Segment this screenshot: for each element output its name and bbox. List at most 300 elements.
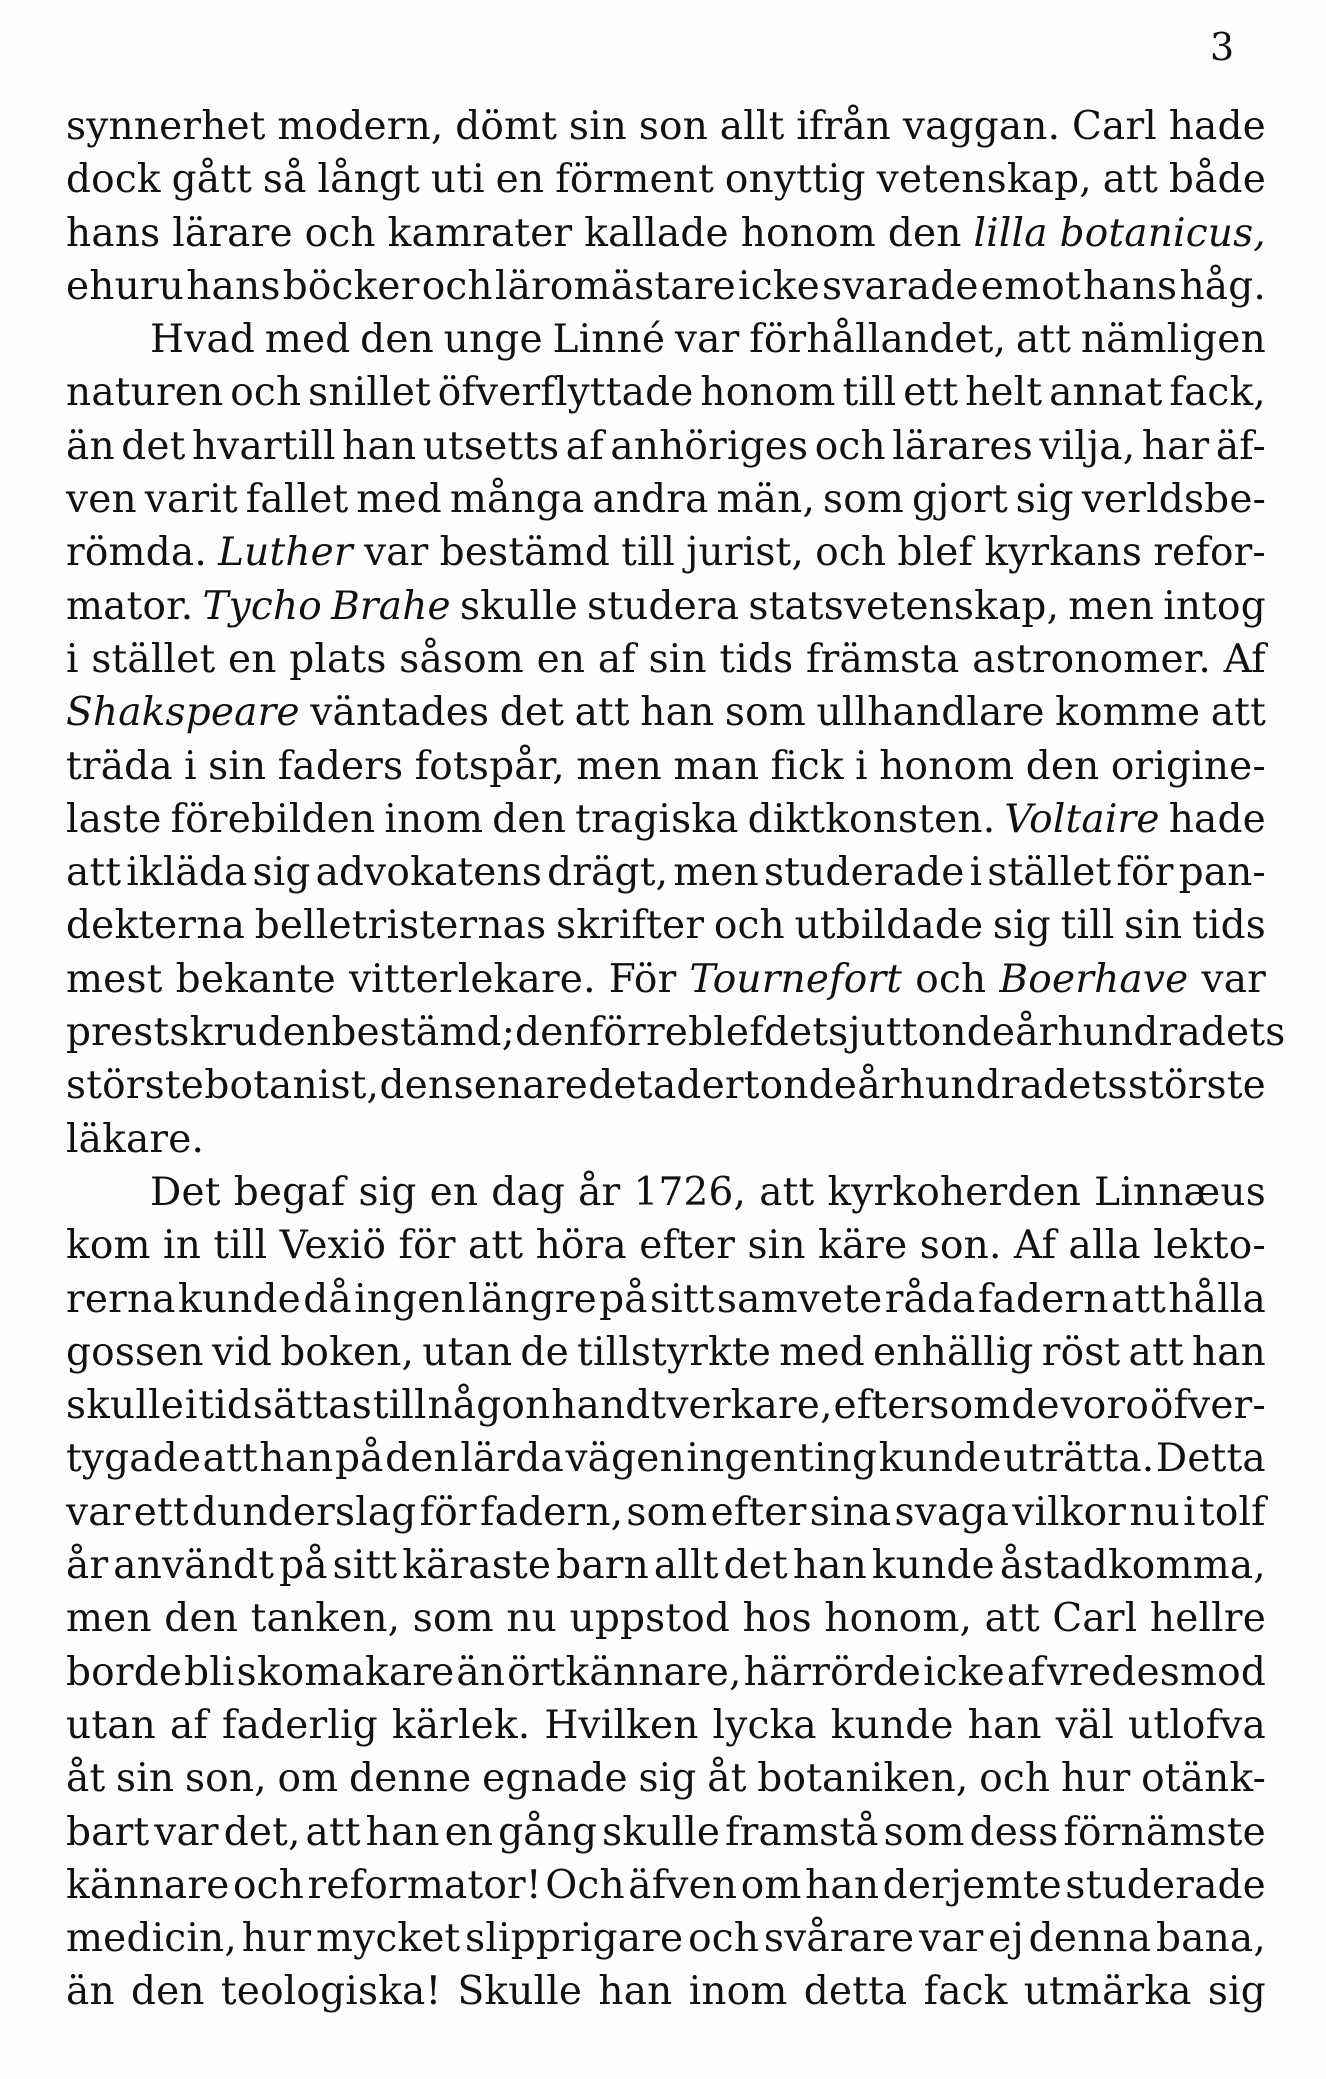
word: och — [688, 1916, 760, 1962]
word: med — [356, 477, 442, 523]
word: af — [597, 636, 636, 682]
word: skulle — [66, 1383, 184, 1429]
word: fotspår, — [414, 743, 565, 789]
word: än — [456, 1649, 506, 1695]
word: men — [1068, 583, 1155, 629]
word: honom, — [824, 1596, 973, 1642]
word: medicin, — [66, 1916, 237, 1962]
word: att — [759, 1169, 815, 1215]
word: verldsbe- — [1081, 477, 1266, 523]
word: nämligen — [1080, 317, 1266, 363]
word: nu — [506, 1596, 557, 1642]
text-line — [66, 207, 1266, 260]
word: alla — [1068, 1223, 1141, 1269]
italic-word: Brahe — [331, 583, 451, 629]
italic-word: Boerhave — [999, 956, 1189, 1002]
word: och — [815, 530, 887, 576]
word: Linné — [552, 317, 666, 363]
word: honom — [700, 370, 836, 416]
word: var — [1201, 956, 1266, 1002]
word: läkare. — [66, 1116, 205, 1162]
word: käraste — [402, 1543, 552, 1589]
word: komme — [1055, 690, 1201, 736]
word: senare — [453, 1063, 588, 1109]
word: på — [279, 1543, 328, 1589]
word: den — [379, 1063, 454, 1109]
word: och — [233, 1862, 305, 1908]
word: samvete — [716, 1276, 883, 1322]
word: dess — [969, 1809, 1059, 1855]
word: sin — [208, 743, 267, 789]
word: emot — [980, 263, 1081, 309]
word: son, — [184, 1756, 267, 1802]
word: den — [887, 210, 962, 256]
word: enhällig — [873, 1329, 1034, 1375]
word: Linnæus — [1094, 1169, 1266, 1215]
word: naturen — [66, 370, 224, 416]
word: men — [66, 1596, 152, 1642]
word: till — [213, 1223, 268, 1269]
text-line — [66, 846, 1266, 899]
word: till — [842, 370, 897, 416]
word: sig — [1015, 477, 1074, 523]
word: det, — [223, 1809, 301, 1855]
word: icke — [738, 263, 820, 309]
word: och — [979, 1756, 1051, 1802]
word: Af — [1223, 636, 1266, 682]
word: anhöriges — [610, 423, 809, 469]
text-line — [66, 633, 1266, 686]
word: att — [984, 1596, 1040, 1642]
word: förnämste — [1063, 1809, 1266, 1855]
text-line — [66, 260, 1266, 313]
word: en — [536, 636, 586, 682]
word: ullhandlare — [816, 690, 1045, 736]
word: tillstyrkte — [577, 1329, 772, 1375]
word: förhållandet, — [749, 317, 1007, 363]
word: uppstod — [569, 1596, 731, 1642]
word: denna — [1028, 1916, 1152, 1962]
italic-word: Tycho — [202, 583, 322, 629]
word: af — [169, 1702, 209, 1748]
word: ehuru — [66, 263, 185, 309]
word: tygade — [66, 1436, 202, 1482]
word: utbildade — [794, 903, 984, 949]
word: som — [822, 477, 905, 523]
word: sina — [809, 1489, 892, 1535]
word: den — [385, 1436, 459, 1482]
word: bana, — [1155, 1916, 1266, 1962]
text-line — [66, 1486, 1266, 1539]
word: mycket — [315, 1916, 461, 1962]
word: den — [360, 317, 434, 363]
text-line — [66, 366, 1266, 419]
word: han — [259, 1436, 334, 1482]
word: vredesmod — [1046, 1649, 1266, 1695]
word: vägen — [565, 1436, 685, 1482]
word: Hvilken — [544, 1702, 699, 1748]
word: än — [66, 423, 115, 469]
word: framstå — [725, 1809, 879, 1855]
word: af — [565, 423, 604, 469]
word: så — [262, 157, 307, 203]
text-line — [66, 1273, 1266, 1326]
word: han — [640, 690, 715, 736]
word: statsvetenskap, — [748, 583, 1060, 629]
word: eftersom — [833, 1383, 1011, 1429]
word: den — [130, 1969, 205, 2015]
word: höra — [535, 1223, 627, 1269]
word: bart — [66, 1809, 150, 1855]
word: att — [1102, 157, 1158, 203]
word: blef — [688, 1010, 764, 1056]
word: den — [1025, 743, 1100, 789]
word: denne — [349, 1756, 472, 1802]
word: vitterlekare. — [348, 956, 596, 1002]
word: ett — [903, 370, 959, 416]
word: bestämd — [439, 530, 610, 576]
word: skrifter — [555, 903, 705, 949]
word: den — [515, 1010, 589, 1056]
word: läromästare — [494, 263, 736, 309]
word: för — [419, 1489, 477, 1535]
word: studerade — [764, 850, 965, 896]
word: För — [608, 956, 677, 1002]
word: och — [304, 210, 376, 256]
word: dock — [66, 157, 161, 203]
word: inom — [688, 1969, 788, 2015]
text-line — [66, 793, 1266, 846]
text-line — [66, 686, 1266, 739]
word: störste — [1127, 1063, 1266, 1109]
word: hvartill — [191, 423, 336, 469]
word: borde — [66, 1649, 183, 1695]
word: adertonde — [652, 1063, 858, 1109]
word: otänk- — [1141, 1756, 1266, 1802]
word: kunde — [830, 1702, 954, 1748]
word: gång — [498, 1809, 598, 1855]
word: de — [520, 1329, 569, 1375]
word: tid — [198, 1383, 253, 1429]
word: mest — [66, 956, 163, 1002]
word: snillet — [308, 370, 431, 416]
word: århundradets — [857, 1063, 1128, 1109]
word: kännare — [66, 1862, 230, 1908]
word: var — [154, 1809, 219, 1855]
word: allt — [653, 1543, 719, 1589]
word: håg. — [1179, 263, 1266, 309]
word: hålla — [1168, 1276, 1266, 1322]
word: kärlek. — [391, 1702, 531, 1748]
word: kunde — [178, 1276, 301, 1322]
word: som — [724, 690, 806, 736]
text-line — [66, 1592, 1266, 1645]
text-line — [66, 1912, 1266, 1965]
word: skomakare — [236, 1649, 455, 1695]
word: han — [365, 1809, 440, 1855]
word: römda. — [66, 530, 207, 576]
word: dekterna — [66, 903, 246, 949]
word: att — [468, 1223, 524, 1269]
text-line — [66, 740, 1266, 793]
text-line — [66, 1219, 1266, 1272]
word: hur — [241, 1916, 312, 1962]
word: drägt, — [547, 850, 669, 896]
word: och — [915, 956, 987, 1002]
word: de — [1011, 1383, 1060, 1429]
word: långt — [317, 157, 420, 203]
word: hans — [1082, 263, 1178, 309]
word: sig — [1207, 1969, 1266, 2015]
word: hos — [742, 1596, 812, 1642]
word: på — [334, 1436, 384, 1482]
word: uti — [430, 157, 485, 203]
italic-word: Shakspeare — [66, 690, 300, 736]
word: modern, — [277, 104, 444, 149]
word: 1726, — [633, 1169, 747, 1215]
word: men — [576, 743, 662, 789]
word: sin — [116, 1756, 175, 1802]
word: han — [598, 1969, 673, 2015]
word: än — [66, 1969, 115, 2015]
word: man — [673, 743, 760, 789]
word: ifrån — [796, 104, 892, 149]
word: i — [184, 743, 197, 789]
word: utlofva — [1128, 1702, 1266, 1748]
word: i — [1183, 1489, 1196, 1535]
word: fack, — [1169, 370, 1266, 416]
word: voro — [1060, 1383, 1150, 1429]
text-line — [66, 420, 1266, 473]
word: män, — [716, 477, 816, 523]
word: den — [164, 1596, 239, 1642]
word: var — [674, 317, 740, 363]
word: träda — [66, 743, 173, 789]
word: hans — [186, 263, 281, 309]
word: härrörde — [743, 1649, 922, 1695]
word: kunde — [871, 1543, 995, 1589]
word: en — [495, 157, 545, 203]
word: dunderslag — [191, 1489, 417, 1535]
text-line — [66, 1379, 1266, 1432]
word: käre — [818, 1223, 908, 1269]
word: teologiska! — [220, 1969, 442, 2015]
word: han — [967, 1702, 1042, 1748]
word: att — [1015, 317, 1072, 363]
word: faderlig — [222, 1702, 378, 1748]
word: andra — [592, 477, 709, 523]
text-line — [66, 580, 1266, 633]
word: råda — [884, 1276, 976, 1322]
word: en — [429, 1169, 479, 1215]
word: det — [121, 423, 186, 469]
word: dag — [491, 1169, 566, 1215]
word: var — [66, 1489, 131, 1535]
word: en — [444, 1809, 494, 1855]
word: det — [588, 1063, 653, 1109]
word: åstadkomma, — [999, 1543, 1266, 1589]
word: Det — [150, 1169, 221, 1215]
word: nu — [1129, 1489, 1180, 1535]
italic-word: Tournefort — [689, 956, 903, 1002]
text-line — [66, 1006, 1286, 1059]
word: pan- — [1178, 850, 1266, 896]
word: bli — [184, 1649, 235, 1695]
word: kom — [66, 1223, 151, 1269]
word: såsom — [399, 636, 524, 682]
word: vilkor — [1012, 1489, 1127, 1535]
word: ingenting — [686, 1436, 878, 1482]
word: helt — [965, 370, 1043, 416]
word: lycka — [712, 1702, 817, 1748]
word: att — [202, 1436, 258, 1482]
word: egnade — [482, 1756, 628, 1802]
word: sin — [747, 1223, 806, 1269]
word: sin — [1124, 903, 1183, 949]
word: detta — [803, 1969, 908, 2015]
word: stället — [987, 850, 1112, 896]
word: skulle — [459, 583, 578, 629]
word: för — [1116, 850, 1174, 896]
word: utan — [66, 1702, 156, 1748]
word: att — [1110, 1276, 1167, 1322]
word: mator. — [66, 583, 194, 629]
word: och — [713, 903, 785, 949]
word: sjuttonde — [828, 1010, 1016, 1056]
word: både — [1168, 157, 1266, 203]
word: laste — [66, 796, 162, 842]
word: Af — [1013, 1223, 1057, 1269]
word: att — [574, 690, 630, 736]
word: utan — [422, 1329, 513, 1375]
word: det — [723, 1543, 788, 1589]
word: slipprigare — [465, 1916, 684, 1962]
word: Hvad — [150, 317, 256, 363]
word: Detta — [1155, 1436, 1266, 1482]
word: rerna — [66, 1276, 176, 1322]
text-line — [66, 313, 1266, 366]
word: Vexiö — [279, 1223, 387, 1269]
word: fadern — [977, 1276, 1109, 1322]
word: kyrkans — [984, 530, 1143, 576]
word: böcker — [282, 263, 420, 309]
word: för — [398, 1223, 456, 1269]
word: plats — [289, 636, 387, 682]
italic-word: lilla — [973, 210, 1048, 256]
word: hade — [1168, 104, 1266, 149]
word: stället — [91, 636, 216, 682]
word: studera — [587, 583, 740, 629]
word: fack — [923, 1969, 1008, 2015]
word: år — [578, 1169, 621, 1215]
word: vaggan. — [902, 104, 1061, 149]
word: svaga — [894, 1489, 1010, 1535]
word: förre — [588, 1010, 689, 1056]
italic-word: Voltaire — [1004, 796, 1160, 842]
word: lärares — [892, 423, 1033, 469]
word: efter — [639, 1223, 736, 1269]
word: och — [230, 370, 302, 416]
word: sin — [568, 104, 628, 149]
word: utmärka — [1023, 1969, 1192, 2015]
word: sig — [638, 1756, 697, 1802]
text-line — [66, 526, 1266, 579]
word: gossen — [66, 1329, 204, 1375]
word: in — [163, 1223, 202, 1269]
word: bekante — [175, 956, 336, 1002]
word: som — [626, 1489, 708, 1535]
word: jurist, — [686, 530, 805, 576]
word: sättas — [252, 1383, 372, 1429]
word: örtkännare, — [507, 1649, 742, 1695]
word: i — [855, 743, 868, 789]
word: användt — [113, 1543, 275, 1589]
word: år — [66, 1543, 109, 1589]
word: störste — [66, 1063, 204, 1109]
word: men — [673, 850, 759, 896]
word: boken, — [280, 1329, 415, 1375]
word: skulle — [602, 1809, 721, 1855]
word: äfven — [628, 1862, 738, 1908]
word: efter — [710, 1489, 807, 1535]
word: han — [805, 1862, 880, 1908]
word: hellre — [1149, 1596, 1266, 1642]
word: århundradets — [1015, 1010, 1286, 1056]
word: sig — [252, 850, 311, 896]
word: fallet — [245, 477, 349, 523]
text-line — [66, 1806, 1266, 1859]
word: lekto- — [1153, 1223, 1266, 1269]
word: onyttig — [724, 157, 866, 203]
word: tragiska — [575, 796, 739, 842]
word: icke — [923, 1649, 1005, 1695]
word: väntades — [310, 690, 490, 736]
word: gjort — [911, 477, 1008, 523]
word: derjemte — [882, 1862, 1062, 1908]
italic-word: Luther — [218, 530, 353, 576]
word: att — [1210, 690, 1266, 736]
word: sitt — [332, 1543, 398, 1589]
word: han — [792, 1543, 867, 1589]
text-line — [66, 1539, 1266, 1592]
word: origine- — [1110, 743, 1266, 789]
word: kamrater — [387, 210, 573, 256]
word: röst — [1041, 1329, 1121, 1375]
word: med — [264, 317, 351, 363]
word: ingen — [354, 1276, 466, 1322]
word: det — [499, 690, 565, 736]
word: som — [412, 1596, 494, 1642]
word: åt — [707, 1756, 747, 1802]
text-line — [66, 899, 1266, 952]
word: studerade — [1065, 1862, 1266, 1908]
word: att — [66, 850, 122, 896]
word: vid — [212, 1329, 273, 1375]
word: tids — [719, 636, 794, 682]
word: det — [763, 1010, 829, 1056]
word: tolf — [1198, 1489, 1266, 1535]
word: i — [184, 1383, 198, 1429]
text-line — [66, 1859, 1266, 1912]
word: advokatens — [315, 850, 543, 896]
word: var — [919, 1916, 984, 1962]
word: var — [363, 530, 429, 576]
text-line — [66, 1059, 1266, 1112]
word: i — [66, 636, 79, 682]
word: utsetts — [422, 423, 560, 469]
word: kallade — [584, 210, 729, 256]
word: och — [814, 423, 886, 469]
